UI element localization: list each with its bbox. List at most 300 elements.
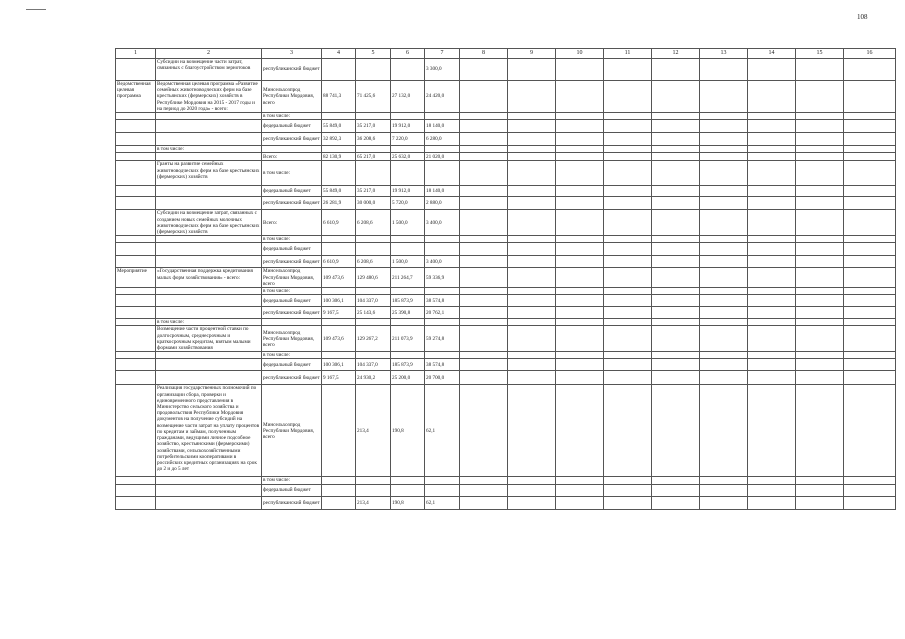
empty-cell [844,326,896,352]
value-cell [356,146,391,153]
value-cell: 7 220,0 [391,133,425,146]
row-description-cell [156,113,262,120]
empty-cell [748,477,796,484]
row-type-cell [116,120,156,133]
empty-cell [556,288,604,295]
value-cell: 55 849,0 [322,186,356,197]
empty-cell [748,81,796,113]
row-description-cell: Реализация государственных полномочий по организации сбора, проверки и единовременного представления в Министерство сельского хозяйства и продовольствия Республики Мордовия документов на получение субсидий на возмещение части затрат на уплату процентов по кредитам и займам, полученным гражданами, ведущими личное подсобное хозяйство, крестьянскими (фермерскими) хозяйствами, сельскохозяйственными потребительскими кооперативами в российских кредитных организациях на срок до 2 и до 5 лет [156,385,262,477]
empty-cell [460,236,508,243]
header-cell: 10 [556,49,604,59]
empty-cell [460,326,508,352]
empty-cell [748,307,796,319]
empty-cell [556,319,604,326]
row-source-cell: Всего: [262,210,322,236]
row-source-cell [262,319,322,326]
value-cell: 25 200,0 [391,371,425,385]
value-cell [425,484,460,496]
top-edge-line [26,9,46,10]
page-number: 108 [857,13,868,21]
value-cell: 2 880,0 [425,197,460,210]
table-row [116,133,896,146]
header-cell: 12 [652,49,700,59]
empty-cell [460,385,508,477]
value-cell: 21 020,0 [425,153,460,161]
empty-cell [508,197,556,210]
value-cell: 26 281,9 [322,197,356,210]
empty-cell [700,161,748,186]
empty-cell [508,133,556,146]
empty-cell [652,133,700,146]
empty-cell [460,484,508,496]
empty-cell [796,113,844,120]
row-type-cell [116,161,156,186]
empty-cell [748,197,796,210]
empty-cell [556,113,604,120]
empty-cell [700,307,748,319]
row-source-cell: федеральный бюджет [262,484,322,496]
value-cell: 18 140,0 [425,120,460,133]
header-cell: 11 [604,49,652,59]
empty-cell [460,256,508,268]
empty-cell [700,59,748,81]
value-cell [322,59,356,81]
empty-cell [748,385,796,477]
empty-cell [796,120,844,133]
value-cell: 38 574,8 [425,295,460,307]
value-cell [356,319,391,326]
empty-cell [844,288,896,295]
row-source-cell: республиканский бюджет [262,197,322,210]
table-row [116,113,896,120]
value-cell [322,496,356,509]
row-type-cell [116,113,156,120]
empty-cell [844,59,896,81]
empty-cell [556,133,604,146]
empty-cell [748,161,796,186]
empty-cell [556,236,604,243]
empty-cell [700,319,748,326]
empty-cell [844,161,896,186]
empty-cell [460,243,508,256]
empty-cell [652,319,700,326]
empty-cell [796,59,844,81]
value-cell: 1 500,0 [391,210,425,236]
value-cell: 55 849,0 [322,120,356,133]
value-cell: 213,4 [356,496,391,509]
row-source-cell: Минсельхозпрод Республики Мордовия, всего [262,268,322,288]
empty-cell [460,295,508,307]
row-description-cell [156,243,262,256]
empty-cell [604,295,652,307]
value-cell [356,484,391,496]
row-description-cell [156,120,262,133]
empty-cell [652,153,700,161]
empty-cell [508,113,556,120]
empty-cell [748,319,796,326]
value-cell: 129 480,6 [356,268,391,288]
empty-cell [652,385,700,477]
row-type-cell [116,197,156,210]
row-source-cell: республиканский бюджет [262,371,322,385]
value-cell: 24 420,0 [425,81,460,113]
value-cell: 3 400,0 [425,256,460,268]
empty-cell [700,133,748,146]
row-description-cell [156,236,262,243]
empty-cell [460,477,508,484]
table-row [116,295,896,307]
value-cell: 25 143,6 [356,307,391,319]
row-description-cell [156,371,262,385]
row-source-cell [262,146,322,153]
row-description-cell [156,288,262,295]
row-source-cell: в том числе: [262,477,322,484]
empty-cell [844,371,896,385]
row-type-cell [116,319,156,326]
header-cell: 6 [391,49,425,59]
row-description-cell: Ведомственная целевая программа «Развитие семейных животноводческих ферм на базе крестьянских (фермерских) хозяйств в Республике Мордовия на 2015 - 2017 годы и на период до 2020 года» - всего: [156,81,262,113]
row-description-cell [156,496,262,509]
empty-cell [796,484,844,496]
empty-cell [796,146,844,153]
empty-cell [844,268,896,288]
empty-cell [508,81,556,113]
table-row [116,484,896,496]
empty-cell [844,186,896,197]
empty-cell [460,352,508,359]
empty-cell [556,307,604,319]
table-row [116,326,896,352]
empty-cell [844,236,896,243]
empty-cell [460,161,508,186]
empty-cell [508,256,556,268]
row-description-cell [156,484,262,496]
empty-cell [844,210,896,236]
empty-cell [796,236,844,243]
empty-cell [460,319,508,326]
empty-cell [556,484,604,496]
row-source-cell: республиканский бюджет [262,307,322,319]
empty-cell [460,113,508,120]
row-source-cell: республиканский бюджет [262,496,322,509]
empty-cell [604,496,652,509]
header-row [116,49,896,59]
empty-cell [796,133,844,146]
empty-cell [844,352,896,359]
empty-cell [844,496,896,509]
empty-cell [604,256,652,268]
empty-cell [604,146,652,153]
empty-cell [556,256,604,268]
row-type-cell [116,146,156,153]
value-cell: 65 217,0 [356,153,391,161]
empty-cell [748,236,796,243]
row-type-cell [116,243,156,256]
value-cell: 20 762,1 [425,307,460,319]
empty-cell [460,307,508,319]
value-cell: 59 274,8 [425,326,460,352]
row-type-cell [116,295,156,307]
empty-cell [508,153,556,161]
value-cell [322,161,356,186]
empty-cell [604,153,652,161]
row-type-cell [116,307,156,319]
empty-cell [748,113,796,120]
value-cell [322,236,356,243]
row-description-cell: в том числе: [156,319,262,326]
empty-cell [844,146,896,153]
empty-cell [556,146,604,153]
empty-cell [844,133,896,146]
empty-cell [508,326,556,352]
empty-cell [556,197,604,210]
empty-cell [652,59,700,81]
value-cell: 35 217,0 [356,186,391,197]
empty-cell [700,477,748,484]
empty-cell [604,307,652,319]
value-cell: 19 912,0 [391,120,425,133]
empty-cell [508,146,556,153]
row-description-cell [156,133,262,146]
row-type-cell [116,210,156,236]
empty-cell [796,268,844,288]
empty-cell [796,197,844,210]
row-type-cell [116,496,156,509]
table-row [116,385,896,477]
empty-cell [748,133,796,146]
value-cell [391,161,425,186]
row-source-cell: республиканский бюджет [262,133,322,146]
empty-cell [700,210,748,236]
row-source-cell: федеральный бюджет [262,295,322,307]
empty-cell [796,81,844,113]
row-source-cell: республиканский бюджет [262,59,322,81]
empty-cell [700,120,748,133]
empty-cell [796,319,844,326]
row-type-cell [116,484,156,496]
table-row [116,496,896,509]
empty-cell [460,496,508,509]
empty-cell [460,81,508,113]
empty-cell [460,371,508,385]
empty-cell [652,113,700,120]
row-type-cell [116,352,156,359]
value-cell: 100 306,1 [322,359,356,371]
empty-cell [460,146,508,153]
value-cell [391,243,425,256]
value-cell: 190,8 [391,385,425,477]
empty-cell [604,359,652,371]
empty-cell [796,371,844,385]
table-row [116,236,896,243]
table-row [116,59,896,81]
row-description-cell [156,352,262,359]
empty-cell [604,161,652,186]
value-cell [322,288,356,295]
empty-cell [652,243,700,256]
empty-cell [604,352,652,359]
row-type-cell [116,385,156,477]
value-cell: 109 473,6 [322,268,356,288]
table-row [116,352,896,359]
empty-cell [508,484,556,496]
value-cell [425,352,460,359]
value-cell [391,236,425,243]
row-type-cell [116,236,156,243]
empty-cell [748,186,796,197]
empty-cell [604,59,652,81]
value-cell [391,146,425,153]
empty-cell [796,186,844,197]
empty-cell [700,197,748,210]
value-cell: 6 610,9 [322,210,356,236]
empty-cell [748,256,796,268]
value-cell: 38 574,8 [425,359,460,371]
empty-cell [748,288,796,295]
value-cell [356,113,391,120]
value-cell [322,385,356,477]
empty-cell [508,307,556,319]
value-cell [322,484,356,496]
value-cell: 6 208,6 [356,256,391,268]
value-cell [322,319,356,326]
value-cell: 1 500,0 [391,256,425,268]
empty-cell [844,295,896,307]
empty-cell [556,496,604,509]
row-source-cell: Минсельхозпрод Республики Мордовия, всего [262,326,322,352]
row-type-cell [116,59,156,81]
value-cell: 32 892,3 [322,133,356,146]
empty-cell [556,120,604,133]
empty-cell [748,146,796,153]
empty-cell [508,496,556,509]
empty-cell [844,385,896,477]
empty-cell [700,113,748,120]
value-cell [391,319,425,326]
empty-cell [604,210,652,236]
empty-cell [652,146,700,153]
value-cell [391,352,425,359]
value-cell: 9 167,5 [322,371,356,385]
empty-cell [796,243,844,256]
empty-cell [556,243,604,256]
empty-cell [460,268,508,288]
row-source-cell: республиканский бюджет [262,256,322,268]
header-cell: 3 [262,49,322,59]
row-type-cell [116,288,156,295]
value-cell [425,477,460,484]
empty-cell [796,307,844,319]
value-cell: 59 336,9 [425,268,460,288]
row-description-cell: в том числе: [156,146,262,153]
value-cell: 36 208,6 [356,133,391,146]
row-description-cell: Возмещение части процентной ставки по долгосрочным, среднесрочным и краткосрочным кредитам, взятым малыми формами хозяйствования [156,326,262,352]
row-type-cell [116,326,156,352]
empty-cell [508,59,556,81]
empty-cell [796,326,844,352]
empty-cell [700,186,748,197]
value-cell: 6 610,9 [322,256,356,268]
row-description-cell [156,307,262,319]
empty-cell [652,307,700,319]
empty-cell [508,186,556,197]
empty-cell [508,236,556,243]
value-cell: 6 208,6 [356,210,391,236]
empty-cell [604,81,652,113]
row-type-cell [116,133,156,146]
value-cell: 62,1 [425,496,460,509]
row-source-cell: федеральный бюджет [262,120,322,133]
value-cell [356,236,391,243]
empty-cell [652,496,700,509]
value-cell [356,161,391,186]
empty-cell [604,484,652,496]
header-cell: 13 [700,49,748,59]
empty-cell [748,295,796,307]
empty-cell [508,268,556,288]
row-type-cell [116,186,156,197]
row-source-cell: в том числе: [262,161,322,186]
empty-cell [508,161,556,186]
value-cell: 3 300,0 [425,59,460,81]
row-description-cell [156,197,262,210]
empty-cell [796,256,844,268]
row-type-cell: Мероприятие [116,268,156,288]
empty-cell [844,477,896,484]
table-row [116,371,896,385]
empty-cell [604,319,652,326]
empty-cell [652,288,700,295]
row-description-cell: Субсидии на возмещение части затрат, связанных с благоустройством зернотоков [156,59,262,81]
row-type-cell [116,359,156,371]
empty-cell [604,371,652,385]
empty-cell [508,359,556,371]
empty-cell [460,197,508,210]
header-cell: 4 [322,49,356,59]
empty-cell [652,256,700,268]
value-cell: 129 267,2 [356,326,391,352]
value-cell: 20 700,0 [425,371,460,385]
empty-cell [556,210,604,236]
value-cell: 109 473,6 [322,326,356,352]
value-cell: 9 167,5 [322,307,356,319]
empty-cell [700,81,748,113]
table-row [116,161,896,186]
empty-cell [460,153,508,161]
row-source-cell: в том числе: [262,236,322,243]
value-cell: 19 912,0 [391,186,425,197]
empty-cell [508,352,556,359]
row-description-cell [156,295,262,307]
empty-cell [748,484,796,496]
empty-cell [460,288,508,295]
empty-cell [748,268,796,288]
empty-cell [508,243,556,256]
empty-cell [700,484,748,496]
empty-cell [844,153,896,161]
empty-cell [748,496,796,509]
empty-cell [796,496,844,509]
header-cell: 7 [425,49,460,59]
row-type-cell [116,256,156,268]
value-cell: 62,1 [425,385,460,477]
value-cell: 30 000,0 [356,197,391,210]
empty-cell [700,236,748,243]
empty-cell [460,210,508,236]
empty-cell [700,496,748,509]
empty-cell [604,120,652,133]
header-cell: 16 [844,49,896,59]
